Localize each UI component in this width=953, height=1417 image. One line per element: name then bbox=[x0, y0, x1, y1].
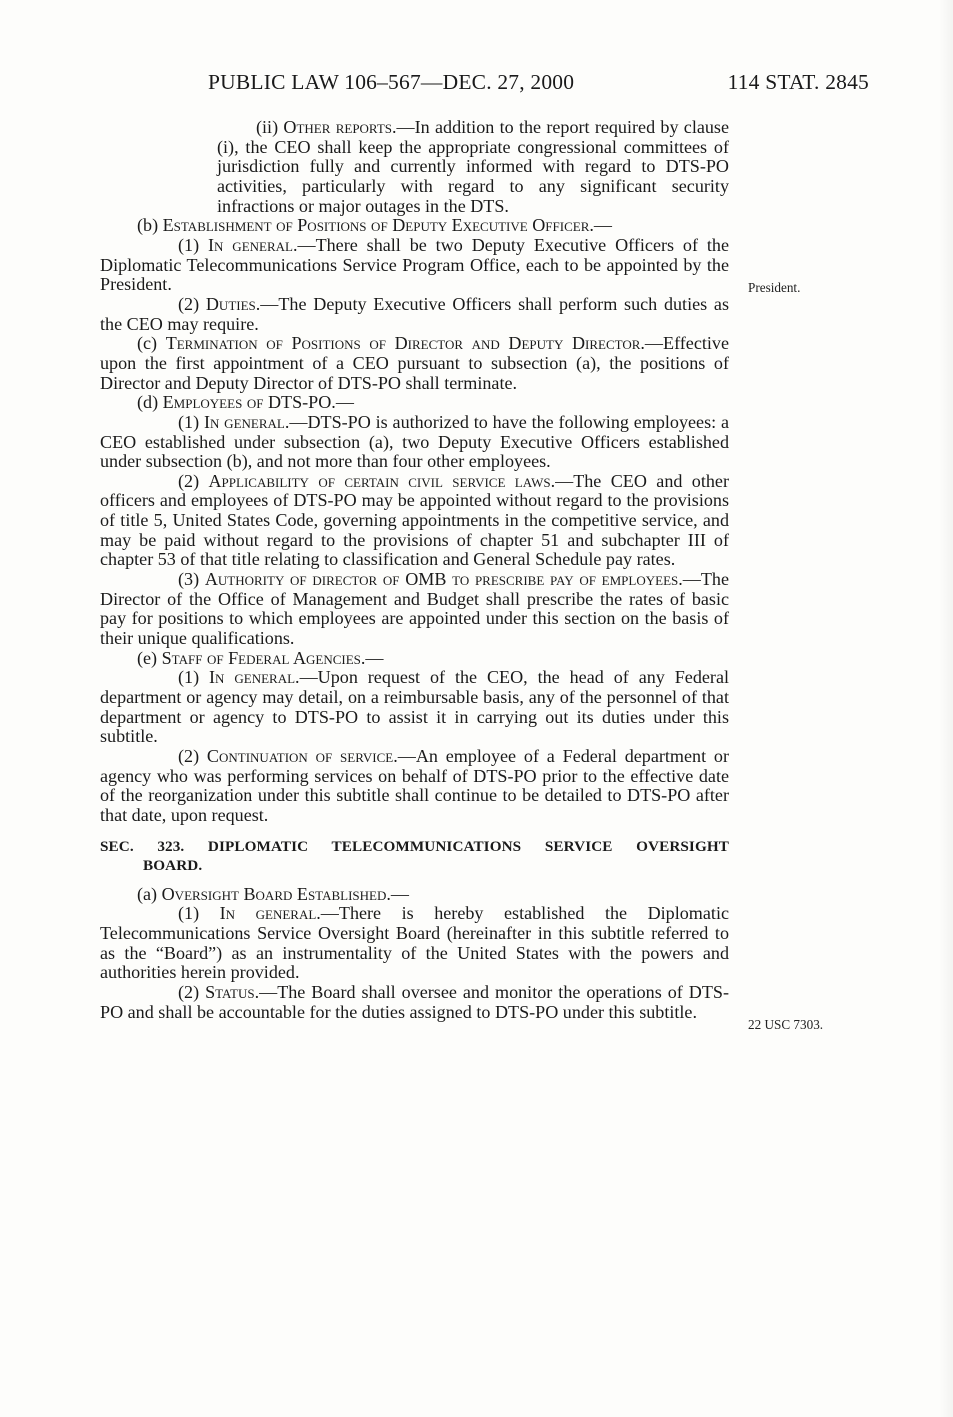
clause-ii: (ii) Other reports.—In addition to the report required by clause (i), the CEO shall keep the appropriate congressional committees of jurisdiction fully and currently informed with regard to DTS-PO activities, particularly with regard to any significant security infractions or major outages in the DTS. bbox=[217, 117, 729, 216]
subsection-c: (c) Termination of Positions of Director and Deputy Director.—Effective upon the first appointment of a CEO pursuant to subsection (a), the positions of Director and Deputy Director of DTS-PO shall terminate. bbox=[100, 333, 729, 393]
margin-note-president: President. bbox=[748, 280, 801, 295]
paragraph-e-1: (1) In general.—Upon request of the CEO, the head of any Federal department or agency may detail, on a reimbursable basis, any of the personnel of that department or agency to DTS-PO to assist it in carrying out its duties under this subtitle. bbox=[100, 667, 730, 747]
clause-ii-heading: Other reports. bbox=[283, 117, 397, 137]
paragraph-d-3-heading: Authority of director of OMB to prescribe pay of employees. bbox=[204, 569, 683, 590]
paragraph-d-2: (2) Applicability of certain civil service laws.—The CEO and other officers and employees of DTS-PO may be appointed without regard to the provisions of title 5, United States Code, governing appointments in the competitive service, and may be paid without regard to the provisions of chapter 51 and subchapter III of chapter 53 of that title relating to classification and General Schedule pay rates. bbox=[100, 470, 729, 570]
subsection-a-heading: Oversight Board Established. bbox=[161, 883, 391, 904]
paragraph-d-1-heading: In general. bbox=[203, 411, 290, 432]
subsection-e: (e) Staff of Federal Agencies.— bbox=[137, 647, 384, 668]
document-body bbox=[100, 118, 729, 1022]
paragraph-a-1-heading: In general. bbox=[219, 903, 321, 924]
paragraph-e-2-heading: Continuation of service. bbox=[206, 746, 398, 766]
subsection-c-heading: Termination of Positions of Director and Deputy Director. bbox=[165, 333, 645, 354]
running-header bbox=[208, 70, 873, 96]
paragraph-e-1-heading: In general. bbox=[209, 667, 300, 688]
subsection-d: (d) Employees of DTS-PO.— bbox=[137, 392, 354, 413]
paragraph-e-2: (2) Continuation of service.—An employee of a Federal department or agency who was performing services on behalf of DTS-PO prior to the effective date of the reorganization under this subtitle shall continue to be detailed to DTS-PO after that date, upon request. bbox=[100, 746, 729, 825]
paragraph-b-1-heading: In general. bbox=[208, 234, 298, 255]
paragraph-a-2: (2) Status.—The Board shall oversee and monitor the operations of DTS-PO and shall be accountable for the duties assigned to DTS-PO under this subtitle. bbox=[100, 981, 729, 1022]
header-public-law: PUBLIC LAW 106–567—DEC. 27, 2000 bbox=[208, 70, 575, 94]
section-323-heading-line2: BOARD. bbox=[143, 856, 203, 874]
paragraph-b-1: (1) In general.—There shall be two Deputy Executive Officers of the Diplomatic Telecommunications Service Program Office, each to be appointed by the President. bbox=[100, 234, 729, 295]
margin-note-usc: 22 USC 7303. bbox=[748, 1017, 824, 1032]
subsection-b: (b) Establishment of Positions of Deputy Executive Officer.— bbox=[137, 215, 612, 236]
paragraph-d-3: (3) Authority of director of OMB to prescribe pay of employees.—The Director of the Office of Management and Budget shall prescribe the rates of basic pay for positions to which employees are appointed under this section on the basis of their unique qualifications. bbox=[100, 569, 729, 649]
paragraph-a-1: (1) In general.—There is hereby established the Diplomatic Telecommunications Service Oversight Board (hereinafter in this subtitle referred to as the “Board”) as an instrumentality of the United States with the powers and authorities herein provided. bbox=[100, 903, 729, 983]
header-stat-page: 114 STAT. 2845 bbox=[727, 70, 869, 94]
paragraph-b-2: (2) Duties.—The Deputy Executive Officers shall perform such duties as the CEO may require. bbox=[100, 293, 729, 334]
subsection-b-heading: Establishment of Positions of Deputy Executive Officer. bbox=[162, 215, 594, 236]
page-edge bbox=[939, 0, 953, 1417]
subsection-a: (a) Oversight Board Established.— bbox=[137, 883, 409, 904]
subsection-e-heading: Staff of Federal Agencies. bbox=[161, 647, 366, 668]
section-323-heading-line1: SEC. 323. DIPLOMATIC TELECOMMUNICATIONS SERVICE OVERSIGHT bbox=[100, 837, 729, 855]
paragraph-a-2-heading: Status. bbox=[205, 981, 260, 1002]
paragraph-b-2-heading: Duties. bbox=[205, 293, 261, 314]
subsection-d-heading: Employees of DTS-PO. bbox=[162, 392, 336, 413]
section-323-heading bbox=[100, 837, 729, 875]
paragraph-d-2-heading: Applicability of certain civil service laws. bbox=[208, 470, 556, 491]
paragraph-d-1: (1) In general.—DTS-PO is authorized to have the following employees: a CEO established under subsection (a), two Deputy Executive Officers established under subsection (b), and not more than four other employees. bbox=[100, 411, 729, 472]
